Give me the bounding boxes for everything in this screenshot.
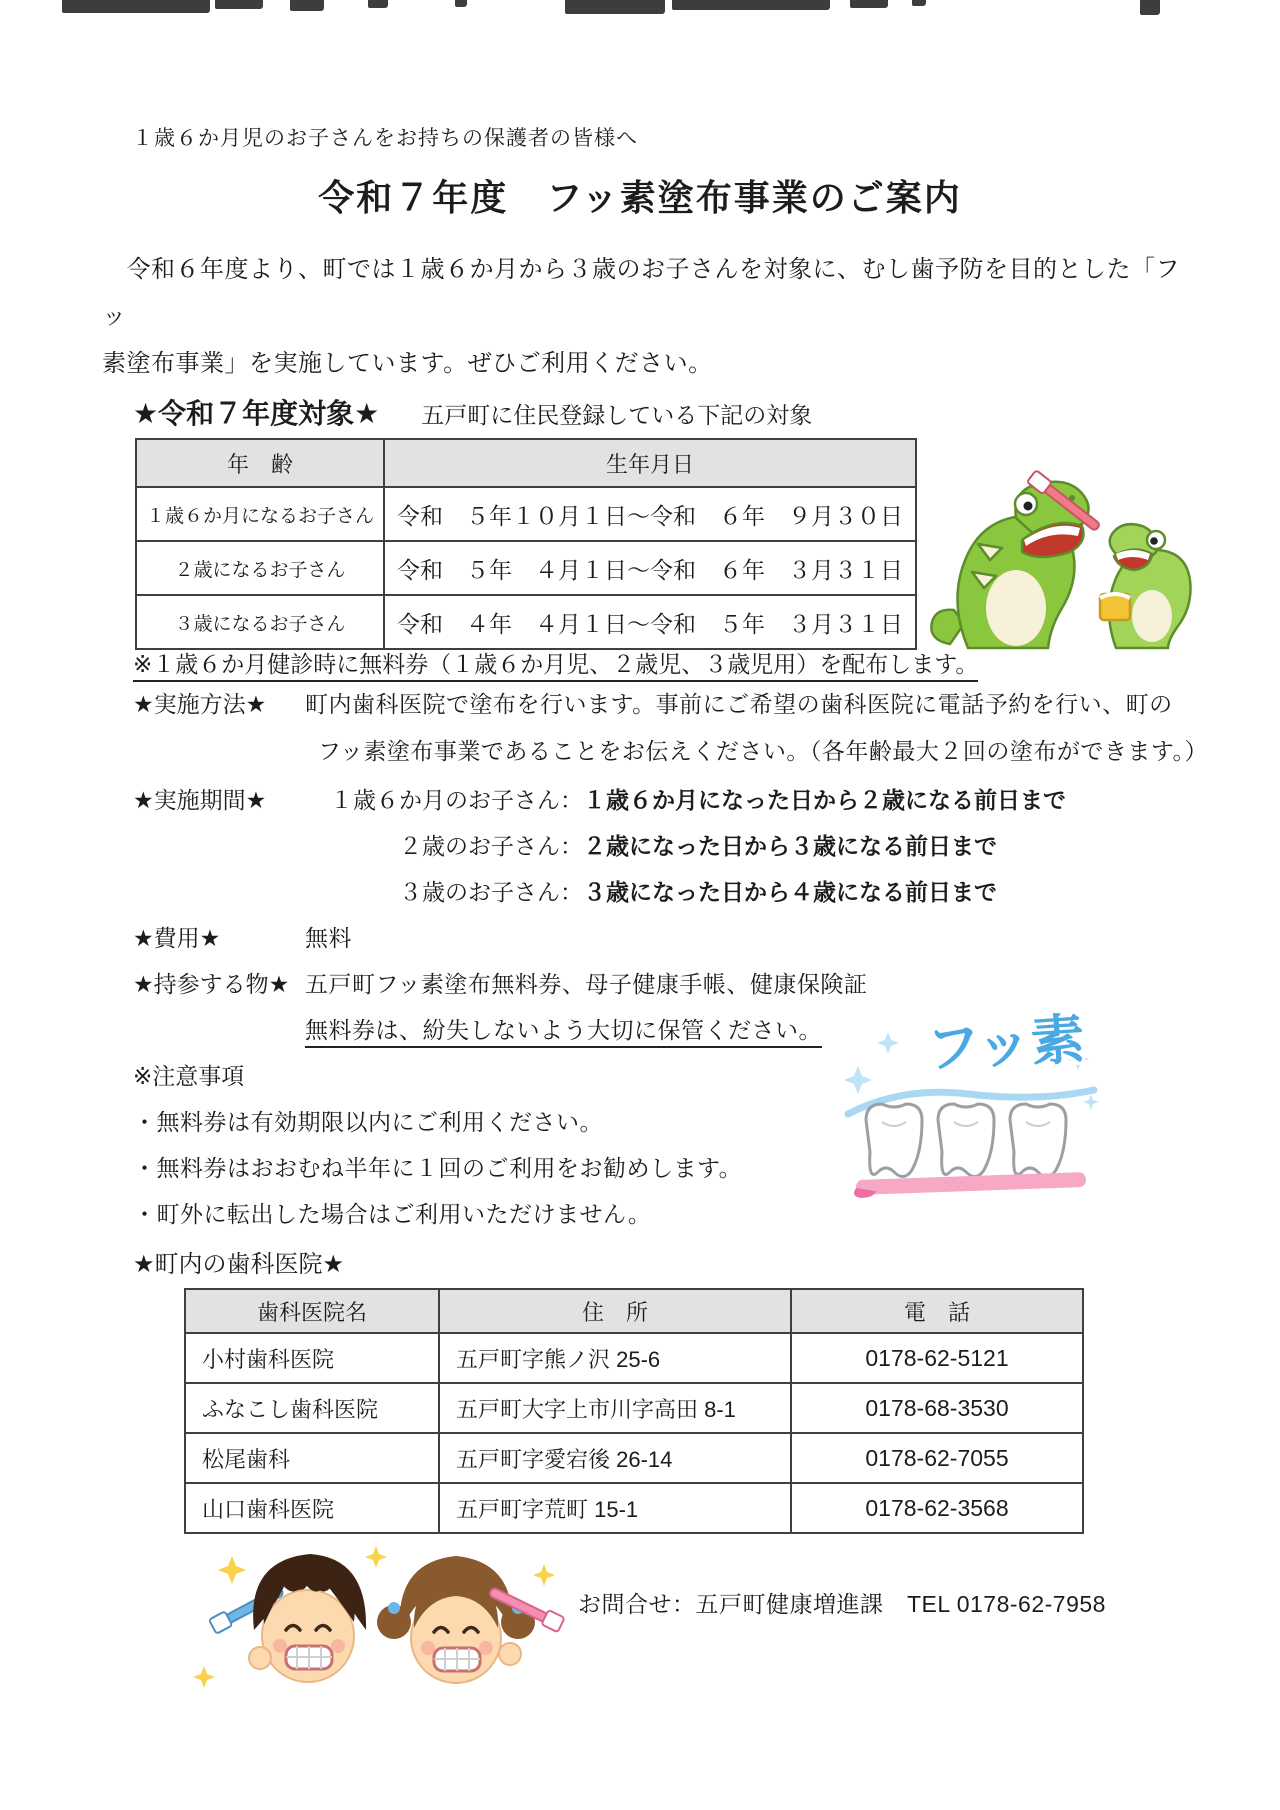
age-table-header-row	[136, 439, 916, 487]
scan-artifact	[1140, 0, 1160, 15]
period-label: ★実施期間★	[133, 787, 267, 813]
scan-artifact	[290, 0, 324, 11]
period-child: １歳６か月のお子さん：	[330, 787, 583, 813]
period-row	[133, 782, 1066, 815]
audience-line: １歳６か月児のお子さんをお持ちの保護者の皆様へ	[132, 127, 638, 150]
table-row	[136, 541, 916, 595]
scan-artifact	[455, 0, 467, 7]
period-row	[308, 874, 997, 907]
bring-note: 無料券は、紛失しないよう大切に保管ください。	[305, 1012, 822, 1045]
clinic-address: 五戸町大字上市川字高田 8-1	[439, 1383, 791, 1433]
fluoride-teeth-illustration	[842, 1002, 1100, 1207]
clinic-name: ふなこし歯科医院	[185, 1383, 439, 1433]
table-row	[136, 595, 916, 649]
clinic-table-header-row	[185, 1289, 1083, 1333]
table-row	[136, 487, 916, 541]
scan-artifact	[565, 0, 665, 14]
intro-line: 素塗布事業」を実施しています。ぜひご利用ください。	[102, 350, 713, 377]
birth-cell: 令和 ５年１０月１日～令和 ６年 ９月３０日	[384, 487, 916, 541]
clinic-address: 五戸町字熊ノ沢 25-6	[439, 1333, 791, 1383]
period-range: ２歳になった日から３歳になる前日まで	[583, 833, 997, 859]
target-heading-suffix: 五戸町に住民登録している下記の対象	[421, 402, 813, 428]
clinic-name: 山口歯科医院	[185, 1483, 439, 1533]
table-row	[185, 1433, 1083, 1483]
scan-artifact	[850, 0, 888, 8]
caution-item: ・無料券は有効期限以内にご利用ください。	[133, 1109, 603, 1135]
scan-artifact	[368, 0, 388, 8]
bring-label: ★持参する物★	[133, 971, 290, 997]
caution-item: ・町外に転出した場合はご利用いただけません。	[133, 1201, 652, 1227]
bring-value: 五戸町フッ素塗布無料券、母子健康手帳、健康保険証	[305, 971, 868, 997]
method-text-line: フッ素塗布事業であることをお伝えください。（各年齢最大２回の塗布ができます。）	[318, 738, 1209, 764]
table-row	[185, 1333, 1083, 1383]
birth-column-header: 生年月日	[384, 439, 916, 487]
period-range: １歳６か月になった日から２歳になる前日まで	[583, 787, 1066, 813]
clinic-phone: 0178-68-3530	[791, 1383, 1083, 1433]
age-table	[135, 438, 917, 650]
cautions-heading: ※注意事項	[133, 1063, 245, 1089]
children-illustration	[188, 1538, 566, 1713]
clinic-address-header: 住 所	[439, 1289, 791, 1333]
intro-paragraph	[102, 246, 1192, 387]
clinic-phone: 0178-62-7055	[791, 1433, 1083, 1483]
target-heading-star: ★令和７年度対象★	[133, 398, 380, 429]
table-row	[185, 1383, 1083, 1433]
clinic-name: 松尾歯科	[185, 1433, 439, 1483]
contact-line: お問合せ：五戸町健康増進課 TEL 0178-62-7958	[578, 1591, 1106, 1617]
caution-item: ・無料券はおおむね半年に１回のご利用をお勧めします。	[133, 1155, 743, 1181]
method-text-line: 町内歯科医院で塗布を行います。事前にご希望の歯科医院に電話予約を行い、町の	[305, 691, 1173, 717]
period-range: ３歳になった日から４歳になる前日まで	[583, 879, 997, 905]
free-ticket-note: ※１歳６か月健診時に無料券（１歳６か月児、２歳児、３歳児用）を配布します。	[133, 646, 978, 679]
clinic-phone: 0178-62-5121	[791, 1333, 1083, 1383]
age-cell: １歳６か月になるお子さん	[136, 487, 384, 541]
scan-artifact	[912, 0, 926, 6]
sparkle-icon	[193, 1546, 555, 1688]
birth-cell: 令和 ４年 ４月１日～令和 ５年 ３月３１日	[384, 595, 916, 649]
clinic-phone-header: 電 話	[791, 1289, 1083, 1333]
birth-cell: 令和 ５年 ４月１日～令和 ６年 ３月３１日	[384, 541, 916, 595]
intro-line: 令和６年度より、町では１歳６か月から３歳のお子さんを対象に、むし歯予防を目的とした「フッ	[102, 256, 1180, 330]
page-title: 令和７年度 フッ素塗布事業のご案内	[318, 177, 962, 218]
age-cell: ２歳になるお子さん	[136, 541, 384, 595]
age-column-header: 年 齢	[136, 439, 384, 487]
age-cell: ３歳になるお子さん	[136, 595, 384, 649]
clinic-address: 五戸町字愛宕後 26-14	[439, 1433, 791, 1483]
fluoride-label: フッ素	[924, 1009, 1087, 1080]
cost-label: ★費用★	[133, 925, 221, 951]
target-section-heading	[133, 392, 812, 432]
crocodiles-illustration	[920, 448, 1200, 653]
scan-artifact	[672, 0, 830, 10]
clinics-heading: ★町内の歯科医院★	[133, 1251, 345, 1278]
method-label: ★実施方法★	[133, 691, 267, 717]
clinic-table	[184, 1288, 1084, 1534]
period-row	[308, 828, 997, 861]
clinic-address: 五戸町字荒町 15-1	[439, 1483, 791, 1533]
clinic-name: 小村歯科医院	[185, 1333, 439, 1383]
period-child: ２歳のお子さん：	[399, 833, 583, 859]
clinic-phone: 0178-62-3568	[791, 1483, 1083, 1533]
cost-value: 無料	[305, 925, 352, 951]
period-child: ３歳のお子さん：	[399, 879, 583, 905]
clinic-name-header: 歯科医院名	[185, 1289, 439, 1333]
scan-artifact	[215, 0, 263, 9]
table-row	[185, 1483, 1083, 1533]
scan-artifact	[62, 0, 210, 13]
